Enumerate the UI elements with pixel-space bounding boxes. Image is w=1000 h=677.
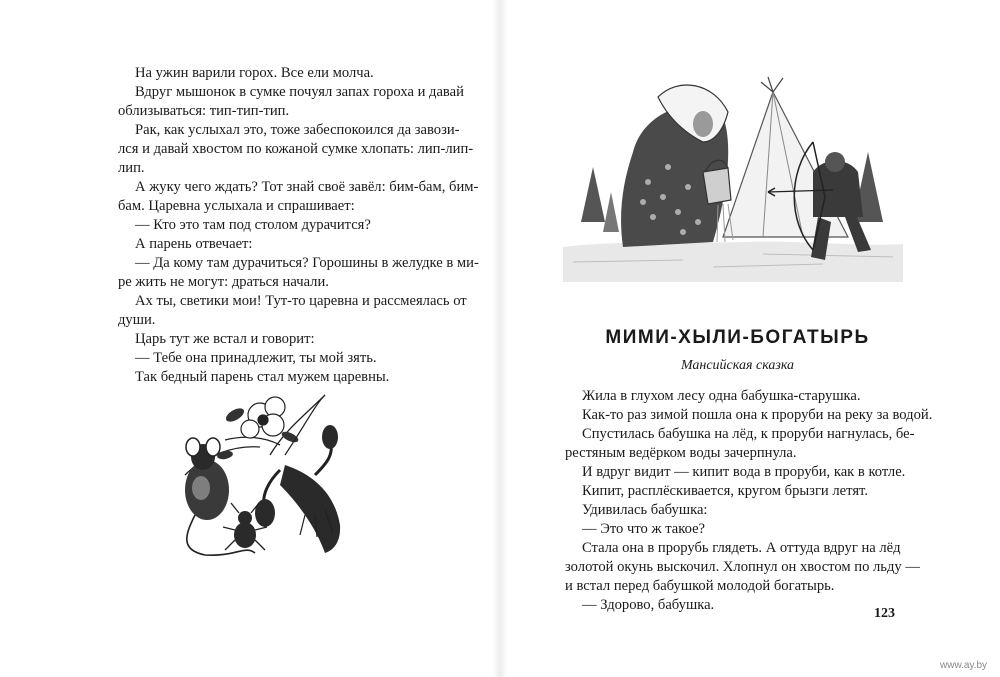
flower-icon xyxy=(241,397,285,438)
page-number: 123 xyxy=(874,606,895,621)
text-line: — Да кому там дурачиться? Горошины в желудке в ми- xyxy=(135,255,479,271)
text-line: Жила в глухом лесу одна бабушка-старушка. xyxy=(582,388,861,404)
text-line: На ужин варили горох. Все ели молча. xyxy=(135,65,374,81)
text-line: Царь тут же встал и говорит: xyxy=(135,331,315,347)
text-line: — Тебе она принадлежит, ты мой зять. xyxy=(135,350,377,366)
text-line: Спустилась бабушка на лёд, к проруби нагнулась, бе- xyxy=(582,426,915,442)
text-line: Как-то раз зимой пошла она к проруби на реку за водой. xyxy=(582,407,933,423)
text-line: Удивилась бабушка: xyxy=(582,502,708,518)
story-subtitle: Мансийская сказка xyxy=(680,358,795,373)
text-line: души. xyxy=(118,312,156,328)
text-line: Кипит, расплёскивается, кругом брызги летят. xyxy=(582,483,868,499)
text-line: лип. xyxy=(118,160,145,176)
text-line: И вдруг видит — кипит вода в проруби, как в котле. xyxy=(582,464,906,480)
text-line: рестяным ведёрком воды зачерпнула. xyxy=(565,445,797,461)
text-line: — Это что ж такое? xyxy=(582,521,706,537)
right-page-text xyxy=(565,387,933,615)
text-line: золотой окунь выскочил. Хлопнул он хвостом по льду — xyxy=(565,559,920,575)
text-line: Так бедный парень стал мужем царевны. xyxy=(135,369,390,385)
grandmother-and-archer-illustration xyxy=(563,72,903,282)
text-line: — Кто это там под столом дурачится? xyxy=(135,217,371,233)
text-line: ре жить не могут: драться начали. xyxy=(118,274,329,290)
grandmother-icon xyxy=(621,85,733,247)
watermark: www.ay.by xyxy=(940,660,988,671)
text-line: А парень отвечает: xyxy=(135,236,253,252)
text-line: Стала она в прорубь глядеть. А оттуда вдруг на лёд xyxy=(582,540,901,556)
text-line: облизываться: тип-тип-тип. xyxy=(118,103,290,119)
text-line: Ах ты, светики мои! Тут-то царевна и рассмеялась от xyxy=(135,293,467,309)
text-line: А жуку чего ждать? Тот знай своё завёл: бим-бам, бим- xyxy=(135,179,479,195)
text-line: Рак, как услыхал это, тоже забеспокоился да завози- xyxy=(135,122,460,138)
mouse-crayfish-beetle-illustration xyxy=(165,385,365,570)
story-title: МИМИ-ХЫЛИ-БОГАТЫРЬ xyxy=(605,327,870,348)
text-line: лся и давай хвостом по кожаной сумке хлопать: лип-лип- xyxy=(118,141,474,157)
text-line: — Здорово, бабушка. xyxy=(582,597,715,613)
text-line: Вдруг мышонок в сумке почуял запах гороха и давай xyxy=(135,84,464,100)
left-page-text xyxy=(118,64,479,387)
text-line: и встал перед бабушкой молодой богатырь. xyxy=(565,578,835,594)
text-line: бам. Царевна услыхала и спрашивает: xyxy=(118,198,355,214)
